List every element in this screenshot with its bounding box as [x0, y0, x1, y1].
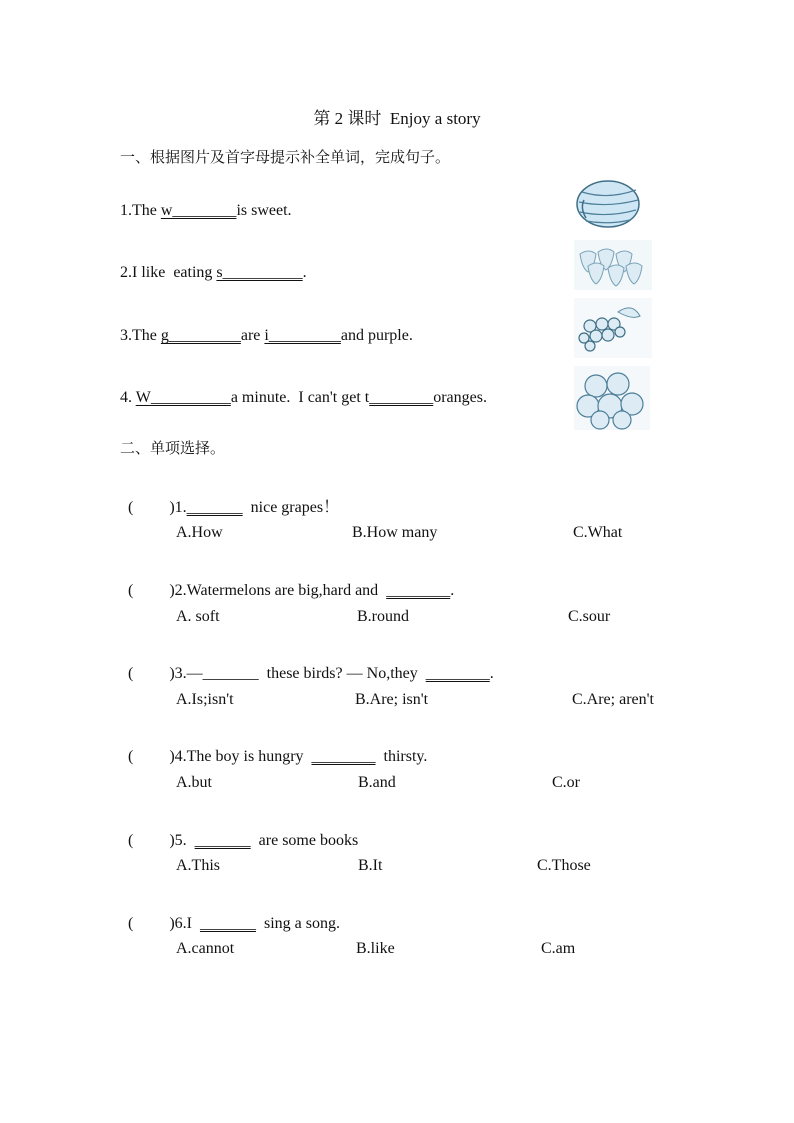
- question-blank: ________: [311, 748, 376, 765]
- answer-blank[interactable]: s__________: [216, 264, 303, 281]
- fill-item-3: [120, 328, 413, 344]
- strawberries-icon: [574, 240, 652, 290]
- question-stem: 6.I: [174, 915, 200, 932]
- option-b[interactable]: B.like: [356, 940, 395, 957]
- question-stem: 2.Watermelons are big,hard and: [174, 582, 387, 599]
- question-blank: ________: [425, 665, 490, 682]
- option-b[interactable]: B.round: [357, 608, 409, 625]
- question-4: [120, 733, 427, 765]
- question-blank: _______: [199, 915, 256, 932]
- option-c[interactable]: C.sour: [568, 608, 611, 625]
- option-c[interactable]: C.What: [573, 524, 623, 541]
- option-b[interactable]: B.How many: [352, 524, 438, 541]
- answer-blank[interactable]: g_________: [160, 327, 241, 344]
- option-a[interactable]: A.Is;isn't: [176, 691, 234, 708]
- section-1-heading: 一、根据图片及首字母提示补全单词，完成句子。: [120, 148, 451, 166]
- question-blank: _______: [194, 832, 251, 849]
- question-rest: .: [450, 582, 455, 599]
- question-stem: 4.The boy is hungry: [174, 748, 312, 765]
- question-stem: 3.—_______ these birds? — No,they: [174, 665, 426, 682]
- option-c[interactable]: C.Those: [537, 857, 591, 874]
- option-a[interactable]: A. soft: [176, 608, 220, 625]
- question-5: [120, 817, 358, 849]
- answer-paren-open[interactable]: (: [128, 582, 134, 599]
- option-c[interactable]: C.am: [541, 940, 576, 957]
- option-b[interactable]: B.and: [358, 774, 396, 791]
- fill-item-text: 2.I like eating: [120, 264, 217, 281]
- option-a[interactable]: A.How: [176, 524, 223, 541]
- question-stem: 5.: [174, 832, 195, 849]
- question-rest: are some books: [250, 832, 359, 849]
- question-2: [120, 567, 454, 599]
- question-3: [120, 650, 494, 682]
- fill-item-text: oranges.: [433, 389, 487, 406]
- answer-paren-open[interactable]: (: [128, 665, 134, 682]
- answer-paren-close: ): [169, 915, 175, 932]
- answer-paren-open[interactable]: (: [128, 832, 134, 849]
- answer-blank[interactable]: ________: [369, 389, 434, 406]
- answer-paren-close: ): [169, 748, 175, 765]
- answer-paren-close: ): [169, 665, 175, 682]
- page-title: 第 2 课时 Enjoy a story: [313, 109, 481, 128]
- section-2-heading: 二、单项选择。: [120, 439, 226, 457]
- fill-item-2: [120, 265, 307, 281]
- answer-blank[interactable]: W__________: [135, 389, 231, 406]
- fill-item-text: are: [240, 327, 265, 344]
- answer-blank[interactable]: w________: [160, 202, 237, 219]
- answer-paren-open[interactable]: (: [128, 748, 134, 765]
- option-a[interactable]: A.cannot: [176, 940, 235, 957]
- oranges-icon: [574, 366, 650, 430]
- fill-item-text: a minute. I can't get t: [230, 389, 370, 406]
- answer-paren-close: ): [169, 499, 175, 516]
- answer-paren-open[interactable]: (: [128, 499, 134, 516]
- fill-item-1: [120, 203, 292, 219]
- question-rest: thirsty.: [375, 748, 428, 765]
- answer-paren-open[interactable]: (: [128, 915, 134, 932]
- grapes-icon: [574, 298, 652, 358]
- question-rest: sing a song.: [255, 915, 340, 932]
- watermelon-icon: [574, 178, 642, 230]
- option-c[interactable]: C.or: [552, 774, 580, 791]
- question-rest: .: [489, 665, 494, 682]
- option-a[interactable]: A.but: [176, 774, 212, 791]
- fill-item-text: .: [302, 264, 307, 281]
- answer-blank[interactable]: i_________: [264, 327, 341, 344]
- question-1: [120, 484, 339, 516]
- fill-item-4: [120, 390, 487, 406]
- fill-item-text: 1.The: [120, 202, 161, 219]
- option-c[interactable]: C.Are; aren't: [572, 691, 654, 708]
- option-a[interactable]: A.This: [176, 857, 220, 874]
- option-b[interactable]: B.It: [358, 857, 383, 874]
- fill-item-text: and purple.: [340, 327, 413, 344]
- fill-item-text: 4.: [120, 389, 136, 406]
- answer-paren-close: ): [169, 832, 175, 849]
- fill-item-text: 3.The: [120, 327, 161, 344]
- question-blank: _______: [186, 499, 243, 516]
- question-6: [120, 900, 340, 932]
- answer-paren-close: ): [169, 582, 175, 599]
- option-b[interactable]: B.Are; isn't: [355, 691, 429, 708]
- question-stem: 1.: [174, 499, 187, 516]
- question-rest: nice grapes！: [242, 499, 340, 516]
- question-blank: ________: [386, 582, 451, 599]
- fill-item-text: is sweet.: [236, 202, 292, 219]
